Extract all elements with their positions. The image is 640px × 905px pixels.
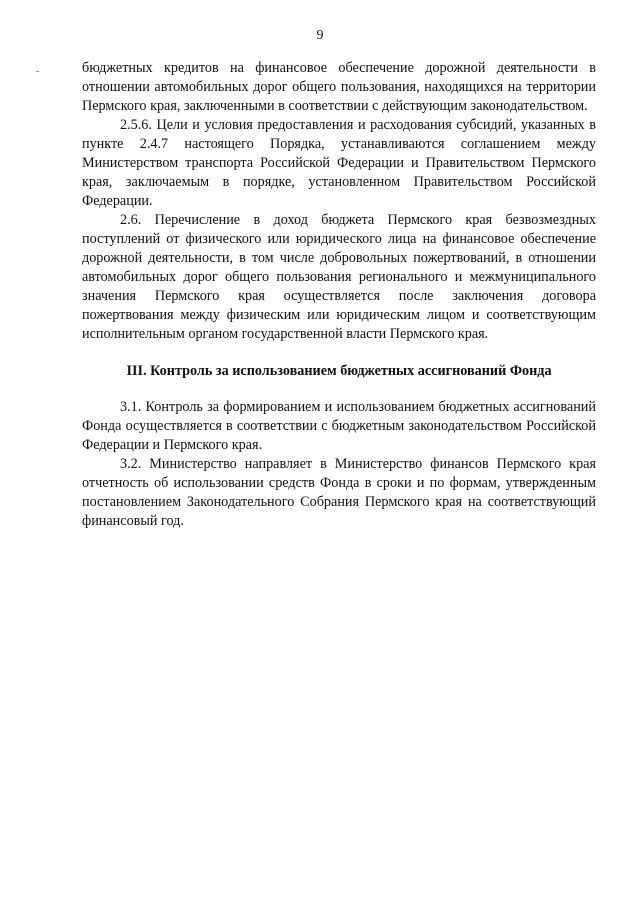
- paragraph-continuation: бюджетных кредитов на финансовое обеспечение дорожной деятельности в отношении автомобильных дорог общего пользования, находящихся на территории Пермского края, заключенными в соответствии с действующим законодательством.: [82, 60, 596, 114]
- paragraph-2-6: 2.6. Перечисление в доход бюджета Пермского края безвозмездных поступлений от физического или юридического лица на финансовое обеспечение дорожной деятельности, в том числе добровольных пожертвований, в отношении автомобильных дорог общего пользования регионального и межмуниципального значения Пермского края осуществляется после заключения договора пожертвования между физическим или юридическим лицом и соответствующим исполнительным органом государственной власти Пермского края.: [82, 212, 596, 342]
- document-body: [82, 59, 596, 531]
- section-heading: III. Контроль за использованием бюджетных ассигнований Фонда: [126, 363, 552, 379]
- page-number: 9: [316, 28, 324, 43]
- paragraph-3-2: 3.2. Министерство направляет в Министерство финансов Пермского края отчетность об использовании средств Фонда в сроки и по формам, утвержденным постановлением Законодательного Собрания Пермского края на соответствующий финансовый год.: [82, 456, 596, 529]
- paragraph-3-1: 3.1. Контроль за формированием и использованием бюджетных ассигнований Фонда осуществляется в соответствии с бюджетным законодательством Российской Федерации и Пермского края.: [82, 399, 596, 453]
- margin-mark: [36, 71, 39, 72]
- paragraph-2-5-6: 2.5.6. Цели и условия предоставления и расходования субсидий, указанных в пункте 2.4.7 настоящего Порядка, устанавливаются соглашением между Министерством транспорта Российской Федерации и Правительством Пермского края, заключаемым в порядке, установленном Правительством Российской Федерации.: [82, 117, 596, 209]
